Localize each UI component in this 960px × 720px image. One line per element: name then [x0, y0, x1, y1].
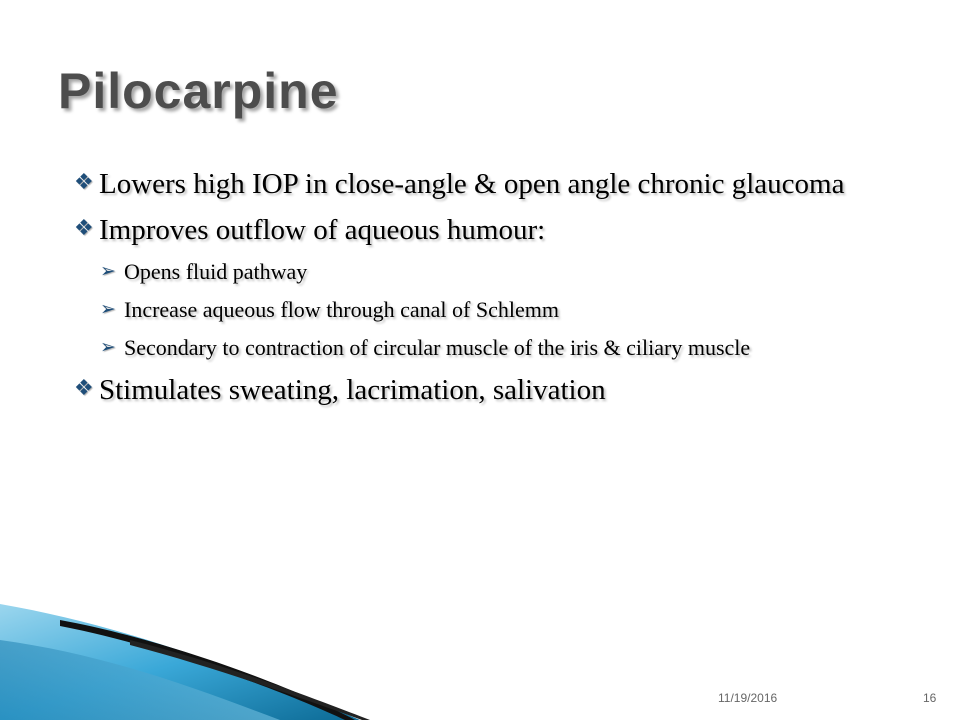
bullet-text: Secondary to contraction of circular muscle of the iris & ciliary muscle [124, 335, 751, 360]
bullet-item-stimulates [74, 372, 904, 408]
footer-page-number: 16 [923, 691, 937, 705]
bullet-item-improves-outflow [74, 212, 904, 248]
arrow-bullet-icon: ➢ [100, 261, 116, 282]
arrow-bullet-icon: ➢ [100, 299, 116, 320]
diamond-bullet-icon: ❖ [74, 215, 94, 240]
bullet-text: Stimulates sweating, lacrimation, salivation [99, 374, 606, 406]
diamond-bullet-icon: ❖ [74, 169, 94, 194]
bullet-text: Opens fluid pathway [124, 259, 308, 284]
bullet-list [74, 166, 904, 418]
sub-bullet-opens-pathway [74, 258, 904, 286]
bullet-text: Improves outflow of aqueous humour: [99, 214, 546, 246]
bullet-item-lowers-iop [74, 166, 904, 202]
slide-title: Pilocarpine [58, 63, 339, 119]
bullet-text: Increase aqueous flow through canal of Schlemm [124, 297, 559, 322]
arrow-bullet-icon: ➢ [100, 337, 116, 358]
sub-bullet-increase-flow [74, 296, 904, 324]
footer-date: 11/19/2016 [718, 691, 778, 705]
sub-bullet-contraction [74, 334, 904, 362]
diamond-bullet-icon: ❖ [74, 375, 94, 400]
bullet-text: Lowers high IOP in close-angle & open angle chronic glaucoma [99, 168, 845, 200]
